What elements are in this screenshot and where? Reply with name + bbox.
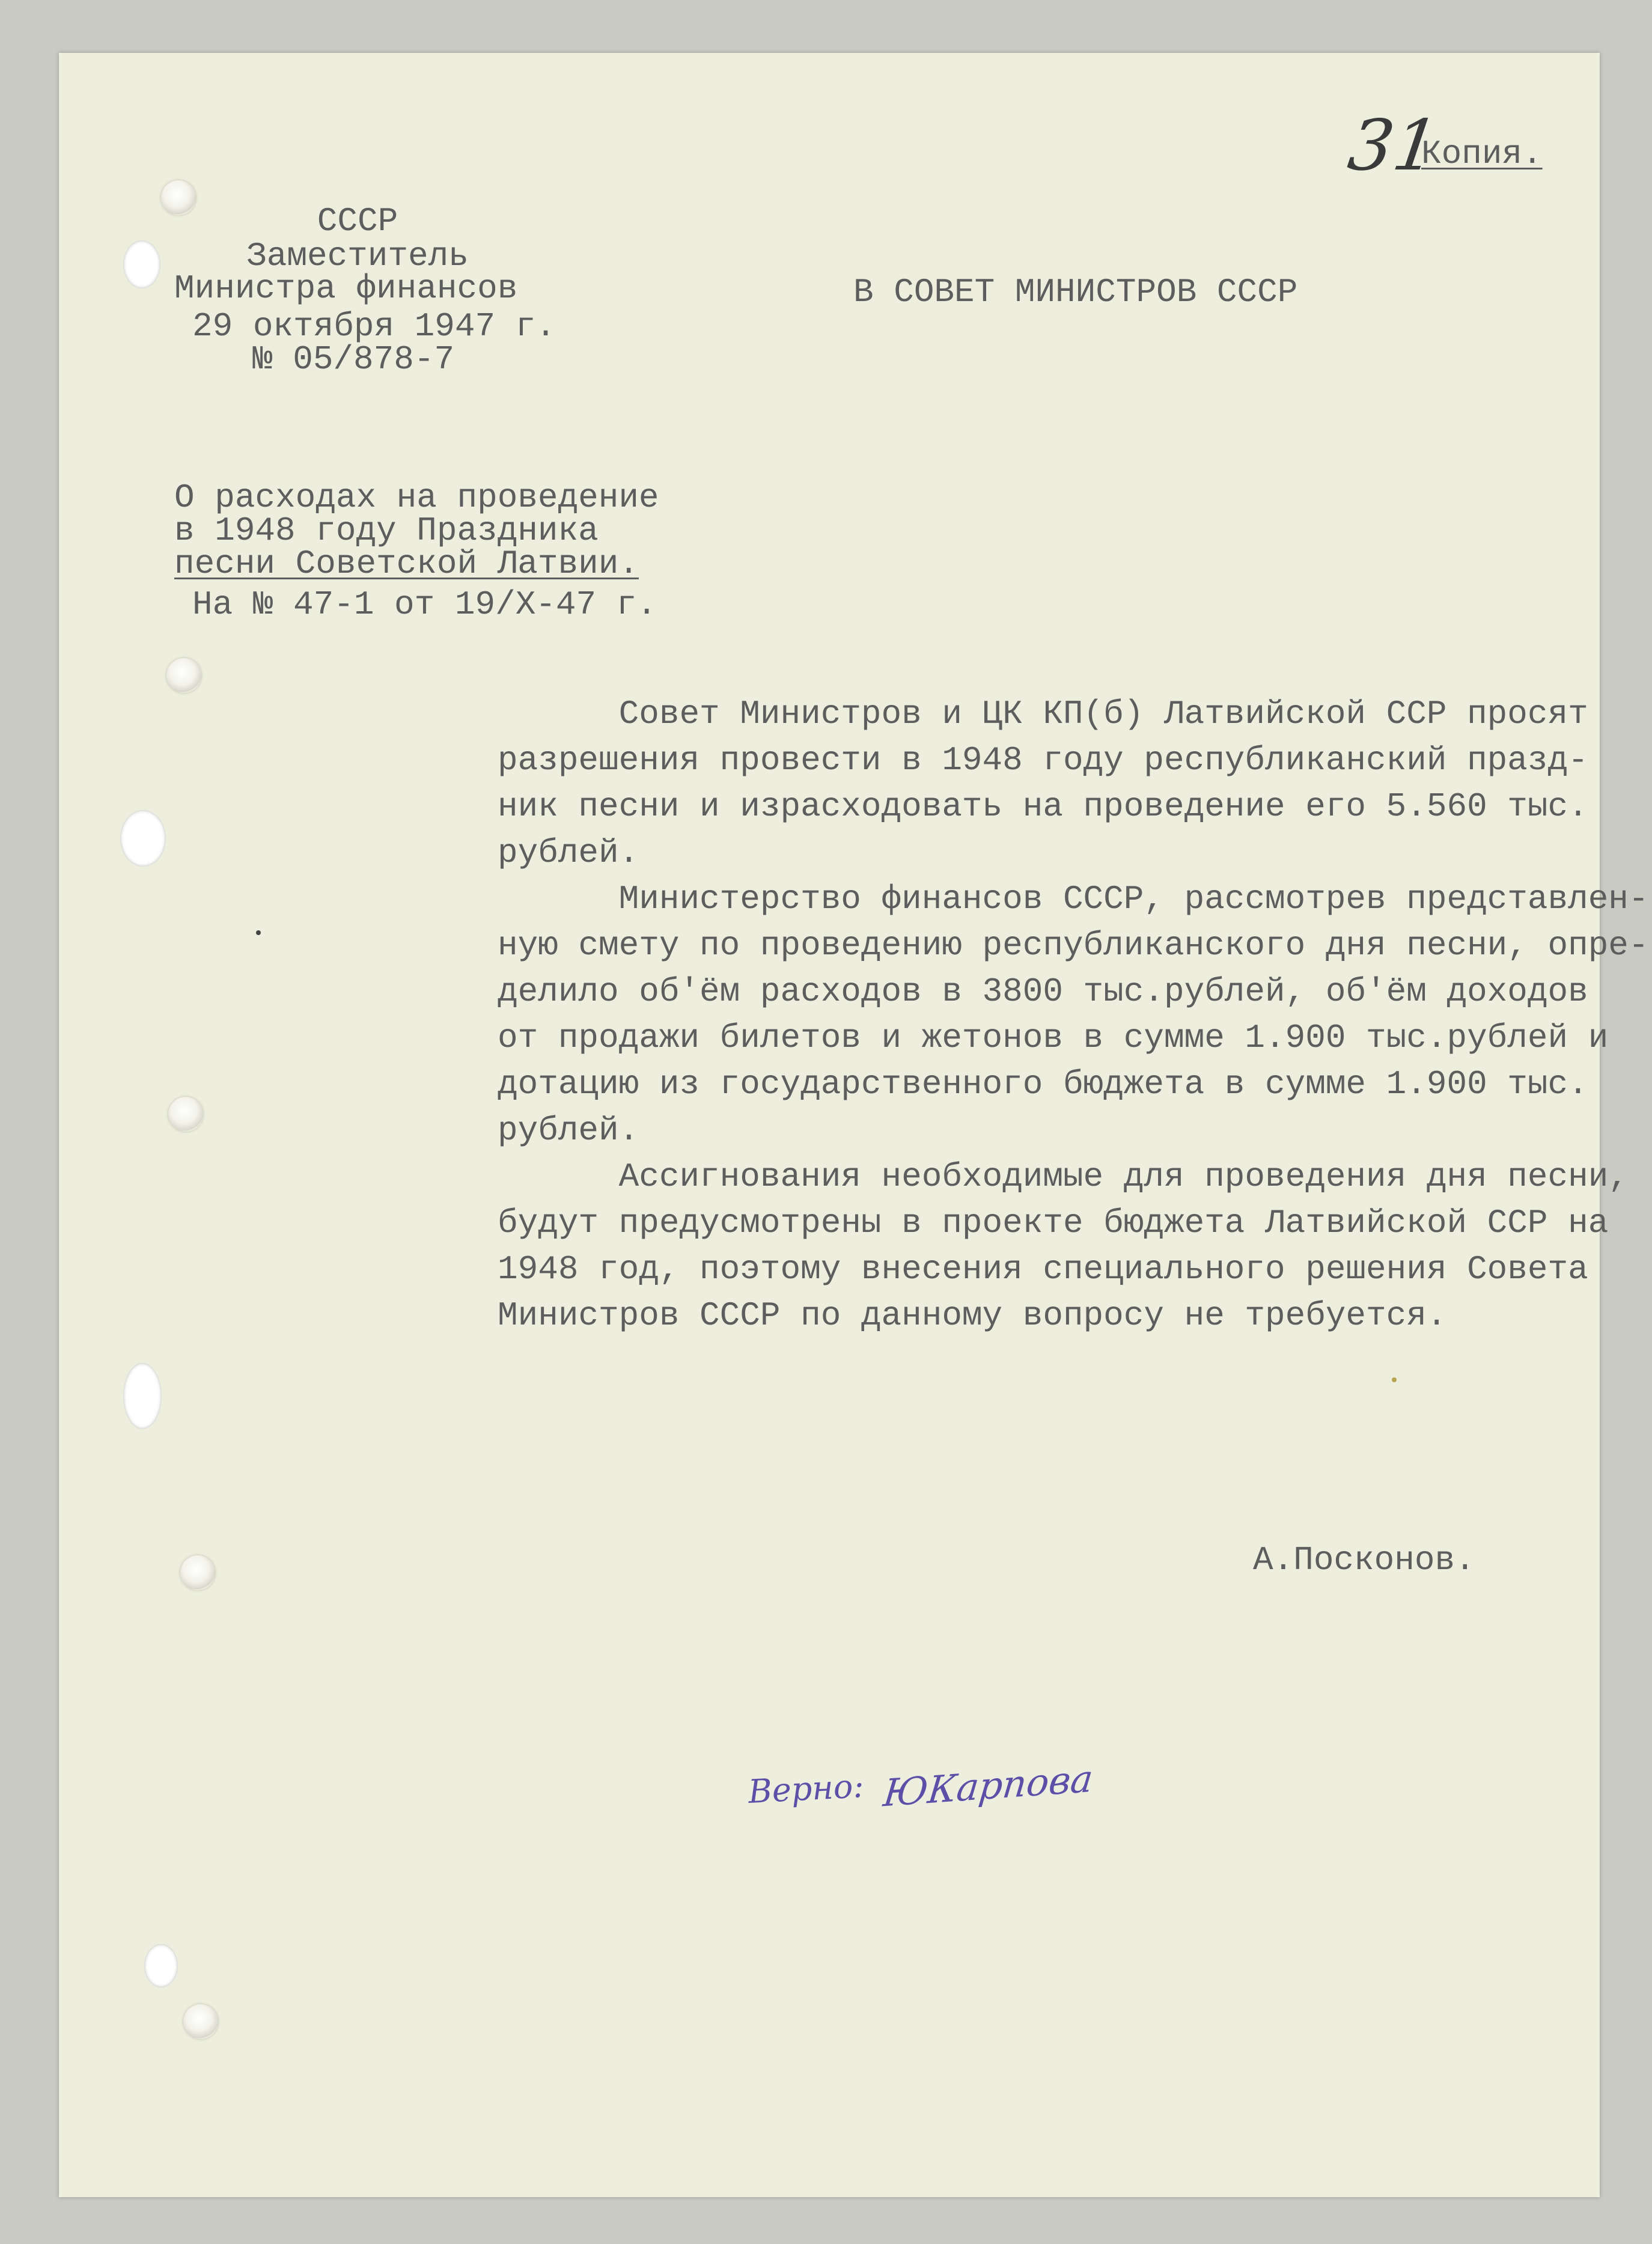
body-line: делило об'ём расходов в 3800 тыс.рублей, об'ём доходов	[498, 972, 1588, 1011]
sender-org: СССР	[317, 202, 398, 240]
binding-emboss-mark	[183, 2004, 218, 2039]
addressee: В СОВЕТ МИНИСТРОВ СССР	[853, 273, 1298, 311]
certification-label: Верно:	[747, 1767, 865, 1811]
body-line: от продажи билетов и жетонов в сумме 1.900 тыс.рублей и	[498, 1019, 1609, 1057]
body-line: Министерство финансов СССР, рассмотрев представлен-	[498, 880, 1649, 918]
punch-hole	[123, 240, 160, 288]
subject-line2: в 1948 году Праздника	[174, 511, 599, 550]
copy-mark: Копия.	[1421, 135, 1543, 173]
sender-title-line2: Министра финансов	[174, 269, 518, 308]
signature-name: А.Посконов.	[1253, 1541, 1475, 1579]
body-line: рублей.	[498, 834, 639, 872]
punch-hole	[120, 810, 166, 867]
sender-title-line1: Заместитель	[246, 237, 469, 275]
punch-hole	[123, 1363, 162, 1429]
body-line: Министров СССР по данному вопросу не требуется.	[498, 1296, 1447, 1335]
body-line: Ассигнования необходимые для проведения дня песни,	[498, 1157, 1629, 1196]
body-line: Совет Министров и ЦК КП(б) Латвийской ССР просят	[498, 695, 1588, 733]
binding-emboss-mark	[166, 658, 201, 693]
body-line: 1948 год, поэтому внесения специального решения Совета	[498, 1250, 1588, 1288]
subject-reference: На № 47-1 от 19/Х-47 г.	[192, 585, 657, 624]
body-line: дотацию из государственного бюджета в сумме 1.900 тыс.	[498, 1065, 1588, 1103]
punch-hole	[144, 1944, 178, 1987]
letter-body	[498, 691, 1649, 1339]
subject-line1: О расходах на проведение	[174, 478, 659, 517]
paper-speck	[1392, 1377, 1397, 1382]
subject-line3: песни Советской Латвии.	[174, 544, 639, 583]
certification-signature: ЮКарпова	[881, 1756, 1096, 1816]
binding-emboss-mark	[180, 1555, 215, 1590]
body-line: рублей.	[498, 1111, 639, 1150]
body-line: ник песни и израсходовать на проведение его 5.560 тыс.	[498, 787, 1588, 826]
paper-speck	[256, 930, 261, 935]
folio-number: 31	[1343, 105, 1444, 186]
body-line: разрешения провести в 1948 году республиканский празд-	[498, 741, 1588, 779]
body-line: будут предусмотрены в проекте бюджета Латвийской ССР на	[498, 1204, 1609, 1242]
binding-emboss-mark	[161, 180, 196, 215]
sender-date: 29 октября 1947 г.	[192, 307, 556, 346]
sender-number: № 05/878-7	[252, 340, 455, 379]
body-line: ную смету по проведению республиканского дня песни, опре-	[498, 926, 1649, 965]
binding-emboss-mark	[168, 1097, 203, 1132]
